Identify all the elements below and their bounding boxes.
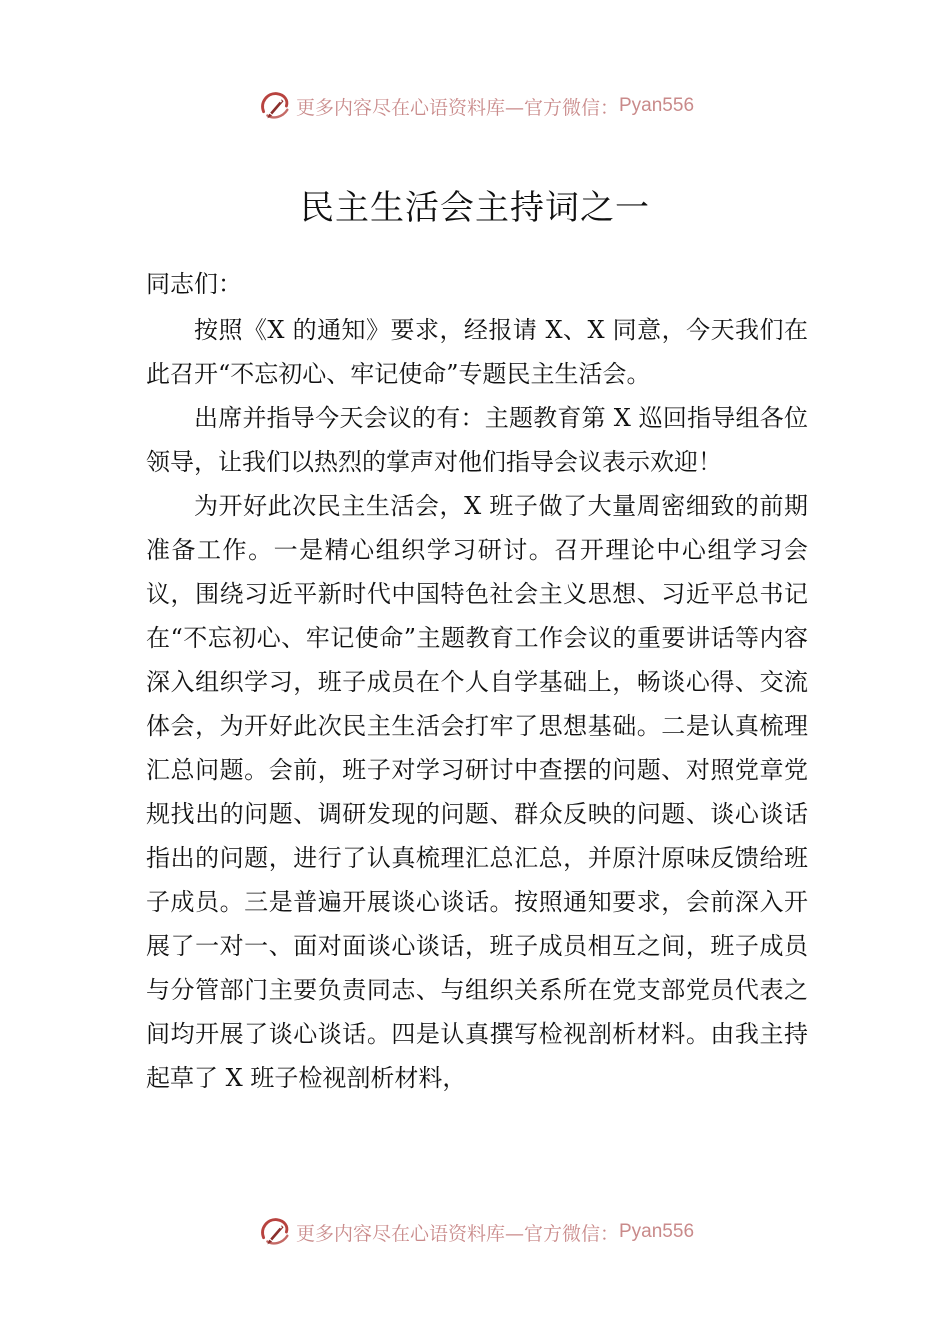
document-body [146,262,808,1100]
header-watermark [0,84,950,128]
paragraph-2: 出席并指导今天会议的有：主题教育第 X 巡回指导组各位领导，让我们以热烈的掌声对他们指导会议表示欢迎！ [146,404,808,476]
greeting: 同志们： [146,270,242,298]
header-wechat-id: Pyan556 [619,95,695,116]
document-title: 民主生活会主持词之一 [300,188,650,228]
pen-nib-swirl-logo-icon [256,1213,294,1251]
footer-watermark [0,1210,950,1254]
footer-wechat-id: Pyan556 [619,1221,695,1242]
paragraph-1: 按照《X 的通知》要求，经报请 X、X 同意，今天我们在此召开“不忘初心、牢记使命”专题民主生活会。 [146,316,808,388]
pen-nib-swirl-logo-icon [256,87,294,125]
footer-brand-text: 更多内容尽在心语资料库—官方微信： [295,1222,619,1245]
header-brand-text: 更多内容尽在心语资料库—官方微信： [295,96,619,119]
paragraph-3: 为开好此次民主生活会，X 班子做了大量周密细致的前期准备工作。一是精心组织学习研讨。召开理论中心组学习会议，围绕习近平新时代中国特色社会主义思想、习近平总书记在“不忘初心、牢记使命”主题教育工作会议的重要讲话等内容深入组织学习，班子成员在个人自学基础上，畅谈心得、交流体会，为开好此次民主生活会打牢了思想基础。二是认真梳理汇总问题。会前，班子对学习研讨中查摆的问题、对照党章党规找出的问题、调研发现的问题、群众反映的问题、谈心谈话指出的问题，进行了认真梳理汇总汇总，并原汁原味反馈给班子成员。三是普遍开展谈心谈话。按照通知要求，会前深入开展了一对一、面对面谈心谈话，班子成员相互之间，班子成员与分管部门主要负责同志、与组织关系所在党支部党员代表之间均开展了谈心谈话。四是认真撰写检视剖析材料。由我主持起草了 X 班子检视剖析材料， [146,492,808,1092]
